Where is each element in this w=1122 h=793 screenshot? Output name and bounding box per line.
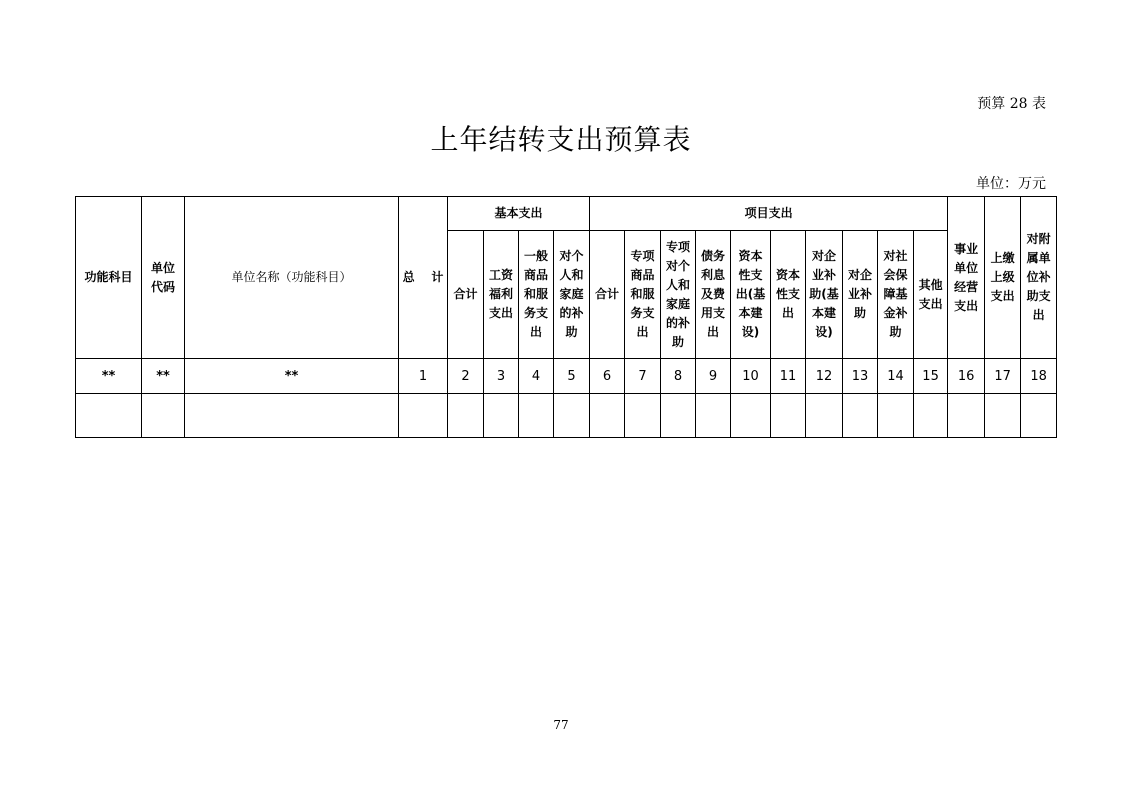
- index-cell: 2: [448, 359, 484, 394]
- header-unit-name: 单位名称（功能科目）: [185, 197, 399, 359]
- data-cell: [399, 394, 448, 438]
- header-project-group: 项目支出: [590, 197, 948, 231]
- data-cell: [914, 394, 948, 438]
- data-cell: [448, 394, 484, 438]
- data-cell: [625, 394, 661, 438]
- index-cell: 15: [914, 359, 948, 394]
- header-unit-code: 单位 代码: [142, 197, 185, 359]
- header-basic-sub: 合计: [448, 231, 484, 359]
- index-cell: 5: [554, 359, 590, 394]
- data-cell: [731, 394, 771, 438]
- index-cell: 9: [696, 359, 731, 394]
- header-project-sub: 其他 支出: [914, 231, 948, 359]
- table-number: 预算 28 表: [977, 96, 1046, 112]
- header-basic-sub: 一般 商品 和服 务支 出: [519, 231, 554, 359]
- empty-data-row: [76, 394, 1057, 438]
- data-cell: [554, 394, 590, 438]
- data-cell: [661, 394, 696, 438]
- header-project-sub: 专项 对个 人和 家庭 的补 助: [661, 231, 696, 359]
- index-cell: 16: [948, 359, 985, 394]
- data-cell: [519, 394, 554, 438]
- header-business-expense: 事业 单位 经营 支出: [948, 197, 985, 359]
- index-cell: 13: [843, 359, 878, 394]
- index-cell: 10: [731, 359, 771, 394]
- header-project-sub: 资本 性支 出(基 本建 设): [731, 231, 771, 359]
- data-cell: [985, 394, 1021, 438]
- index-cell: 18: [1021, 359, 1057, 394]
- header-project-sub: 债务 利息 及费 用支 出: [696, 231, 731, 359]
- index-cell: **: [76, 359, 142, 394]
- data-cell: [843, 394, 878, 438]
- data-cell: [1021, 394, 1057, 438]
- index-cell: 14: [878, 359, 914, 394]
- data-cell: [806, 394, 843, 438]
- header-basic-sub: 工资 福利 支出: [484, 231, 519, 359]
- page-number: 77: [553, 718, 569, 732]
- header-func-subject: 功能科目: [76, 197, 142, 359]
- header-basic-sub: 对个 人和 家庭 的补 助: [554, 231, 590, 359]
- index-cell: 8: [661, 359, 696, 394]
- data-cell: [484, 394, 519, 438]
- data-cell: [948, 394, 985, 438]
- data-cell: [185, 394, 399, 438]
- index-cell: 11: [771, 359, 806, 394]
- index-cell: 6: [590, 359, 625, 394]
- header-project-sub: 资本 性支 出: [771, 231, 806, 359]
- header-upper-expense: 上缴 上级 支出: [985, 197, 1021, 359]
- header-basic-group: 基本支出: [448, 197, 590, 231]
- header-project-sub: 对企 业补 助: [843, 231, 878, 359]
- data-cell: [696, 394, 731, 438]
- data-cell: [142, 394, 185, 438]
- index-cell: 1: [399, 359, 448, 394]
- header-project-sub: 对企 业补 助(基 本建 设): [806, 231, 843, 359]
- header-project-sub: 对社 会保 障基 金补 助: [878, 231, 914, 359]
- header-project-sub: 专项 商品 和服 务支 出: [625, 231, 661, 359]
- data-cell: [76, 394, 142, 438]
- data-cell: [878, 394, 914, 438]
- index-cell: 12: [806, 359, 843, 394]
- data-cell: [590, 394, 625, 438]
- header-project-sub: 合计: [590, 231, 625, 359]
- index-cell: 3: [484, 359, 519, 394]
- index-cell: 17: [985, 359, 1021, 394]
- header-total: 总 计: [399, 197, 448, 359]
- index-cell: 4: [519, 359, 554, 394]
- index-cell: 7: [625, 359, 661, 394]
- index-cell: **: [185, 359, 399, 394]
- unit-label: 单位：万元: [976, 176, 1046, 192]
- data-cell: [771, 394, 806, 438]
- index-cell: **: [142, 359, 185, 394]
- page-title: 上年结转支出预算表: [430, 123, 692, 156]
- budget-table: [75, 196, 1057, 438]
- header-affiliated-subsidy: 对附 属单 位补 助支 出: [1021, 197, 1057, 359]
